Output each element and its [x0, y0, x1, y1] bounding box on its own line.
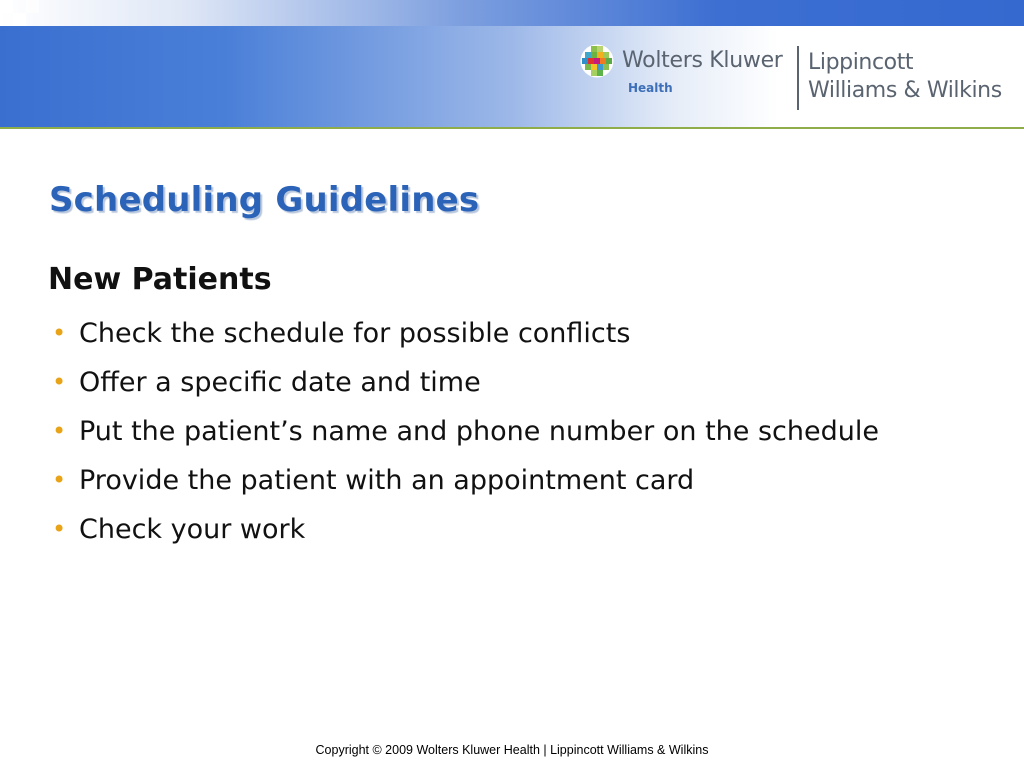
- bullet-text: Put the patient’s name and phone number on the schedule: [79, 416, 879, 447]
- bullet-item: [48, 318, 978, 349]
- header-banner: [0, 0, 1024, 127]
- logo-imprint-line-1: Lippincott: [808, 50, 914, 75]
- bullet-list: [48, 318, 978, 563]
- bullet-icon: •: [52, 417, 67, 445]
- bullet-text: Provide the patient with an appointment card: [79, 465, 695, 496]
- bullet-item: [48, 514, 978, 545]
- bullet-icon: •: [52, 319, 67, 347]
- bullet-item: [48, 416, 978, 447]
- header-top-band: [0, 0, 1024, 26]
- corner-square: [26, 0, 39, 13]
- bullet-text: Check the schedule for possible conflicts: [79, 318, 631, 349]
- bullet-icon: •: [52, 515, 67, 543]
- logo-division-name: Health: [628, 81, 673, 95]
- copyright-footer: Copyright © 2009 Wolters Kluwer Health | Lippincott Williams & Wilkins: [315, 743, 709, 757]
- slide-title: Scheduling Guidelines: [49, 180, 480, 220]
- corner-square: [0, 0, 13, 13]
- corner-square: [13, 13, 26, 26]
- publisher-logo: [580, 44, 1020, 114]
- section-subheading: New Patients: [48, 262, 272, 297]
- logo-divider: [797, 46, 799, 110]
- bullet-item: [48, 465, 978, 496]
- bullet-text: Check your work: [79, 514, 306, 545]
- bullet-icon: •: [52, 466, 67, 494]
- bullet-item: [48, 367, 978, 398]
- logo-company-name: Wolters Kluwer: [622, 48, 783, 73]
- bullet-text: Offer a specific date and time: [79, 367, 481, 398]
- header-divider-line: [0, 127, 1024, 129]
- logo-imprint-line-2: Williams & Wilkins: [808, 78, 1002, 103]
- wolters-kluwer-mosaic-icon: [580, 44, 614, 78]
- bullet-icon: •: [52, 368, 67, 396]
